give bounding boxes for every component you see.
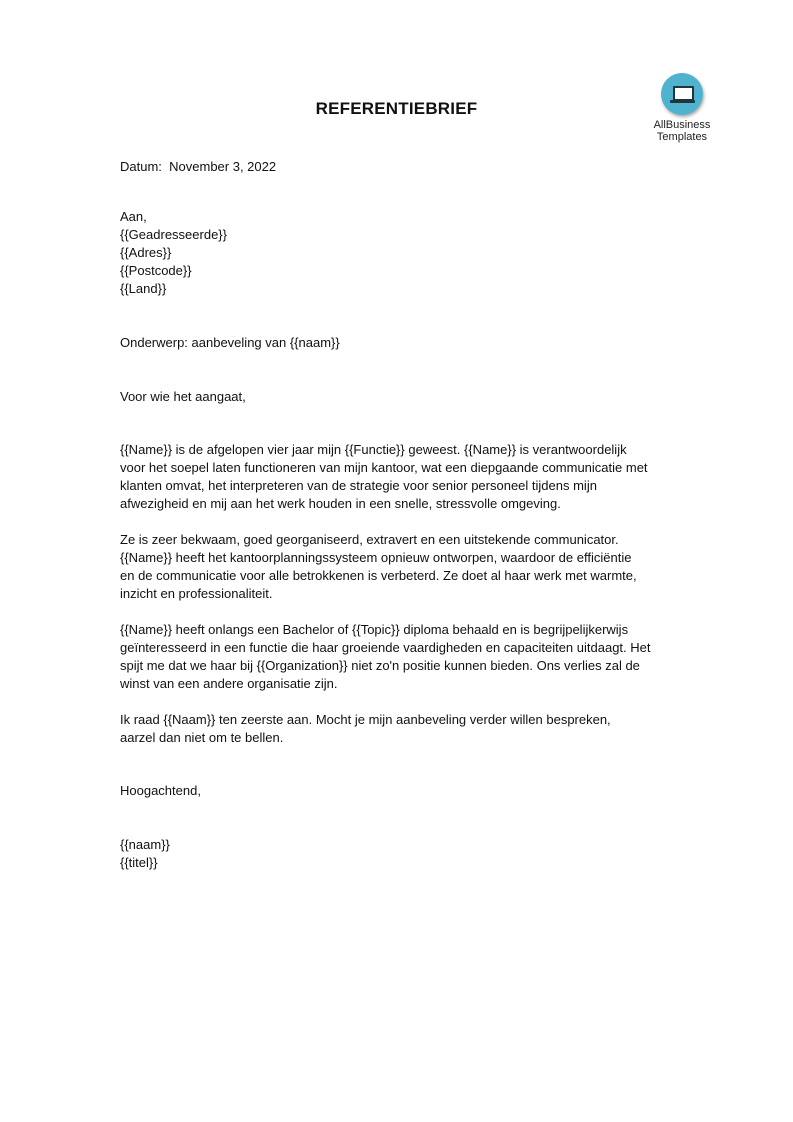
document-title: REFERENTIEBRIEF bbox=[315, 99, 478, 118]
date-line bbox=[120, 158, 680, 176]
date-label: Datum: bbox=[120, 159, 162, 174]
closing: Hoogachtend, bbox=[120, 783, 201, 798]
paragraph-line: en de communicatie voor alle betrokkenen is verbeterd. Ze doet al haar werk met warmte, bbox=[120, 568, 637, 583]
logo-line-2: Templates bbox=[656, 131, 708, 143]
paragraph-2 bbox=[120, 531, 680, 603]
logo-line-1: AllBusiness bbox=[653, 119, 711, 131]
date-value: November 3, 2022 bbox=[169, 159, 277, 174]
paragraph-line: klanten omvat, het interpreteren van de strategie voor senior personeel tijdens mijn bbox=[120, 478, 597, 493]
paragraph-1 bbox=[120, 441, 680, 513]
paragraph-4 bbox=[120, 711, 680, 747]
logo-text bbox=[644, 119, 720, 143]
laptop-icon bbox=[661, 73, 703, 115]
address-block bbox=[120, 208, 680, 298]
greeting: Voor wie het aangaat, bbox=[120, 389, 246, 404]
address-line: {{Postcode}} bbox=[120, 263, 192, 278]
paragraph-line: voor het soepel laten functioneren van mijn kantoor, wat een diepgaande communicatie met bbox=[120, 460, 648, 475]
address-to: Aan, bbox=[120, 209, 147, 224]
paragraph-line: geïnteresseerd in een functie die haar groeiende vaardigheden en capaciteiten uitdaagt. Het bbox=[120, 640, 651, 655]
paragraph-line: Ze is zeer bekwaam, goed georganiseerd, extravert en een uitstekende communicator. bbox=[120, 532, 619, 547]
paragraph-line: Ik raad {{Naam}} ten zeerste aan. Mocht je mijn aanbeveling verder willen bespreken, bbox=[120, 712, 611, 727]
signature-block bbox=[120, 836, 680, 872]
paragraph-line: {{Name}} heeft onlangs een Bachelor of {{Topic}} diploma behaald en is begrijpelijkerwijs bbox=[120, 622, 629, 637]
paragraph-line: afwezigheid en mij aan het werk houden in een snelle, stressvolle omgeving. bbox=[120, 496, 561, 511]
paragraph-line: spijt me dat we haar bij {{Organization}} niet zo'n positie kunnen bieden. Ons verlies zal de bbox=[120, 658, 640, 673]
paragraph-line: inzicht en professionaliteit. bbox=[120, 586, 273, 601]
signature-name: {{naam}} bbox=[120, 837, 170, 852]
paragraph-3 bbox=[120, 621, 680, 693]
paragraph-line: {{Name}} heeft het kantoorplanningssysteem opnieuw ontworpen, waardoor de efficiëntie bbox=[120, 550, 632, 565]
paragraph-line: aarzel dan niet om te bellen. bbox=[120, 730, 284, 745]
address-line: {{Geadresseerde}} bbox=[120, 227, 227, 242]
company-logo bbox=[644, 73, 720, 143]
paragraph-line: {{Name}} is de afgelopen vier jaar mijn {{Functie}} geweest. {{Name}} is verantwoordelijk bbox=[120, 442, 627, 457]
paragraph-line: winst van een andere organisatie zijn. bbox=[120, 676, 338, 691]
address-line: {{Land}} bbox=[120, 281, 167, 296]
signature-title: {{titel}} bbox=[120, 855, 158, 870]
subject-line: Onderwerp: aanbeveling van {{naam}} bbox=[120, 335, 340, 350]
address-line: {{Adres}} bbox=[120, 245, 172, 260]
